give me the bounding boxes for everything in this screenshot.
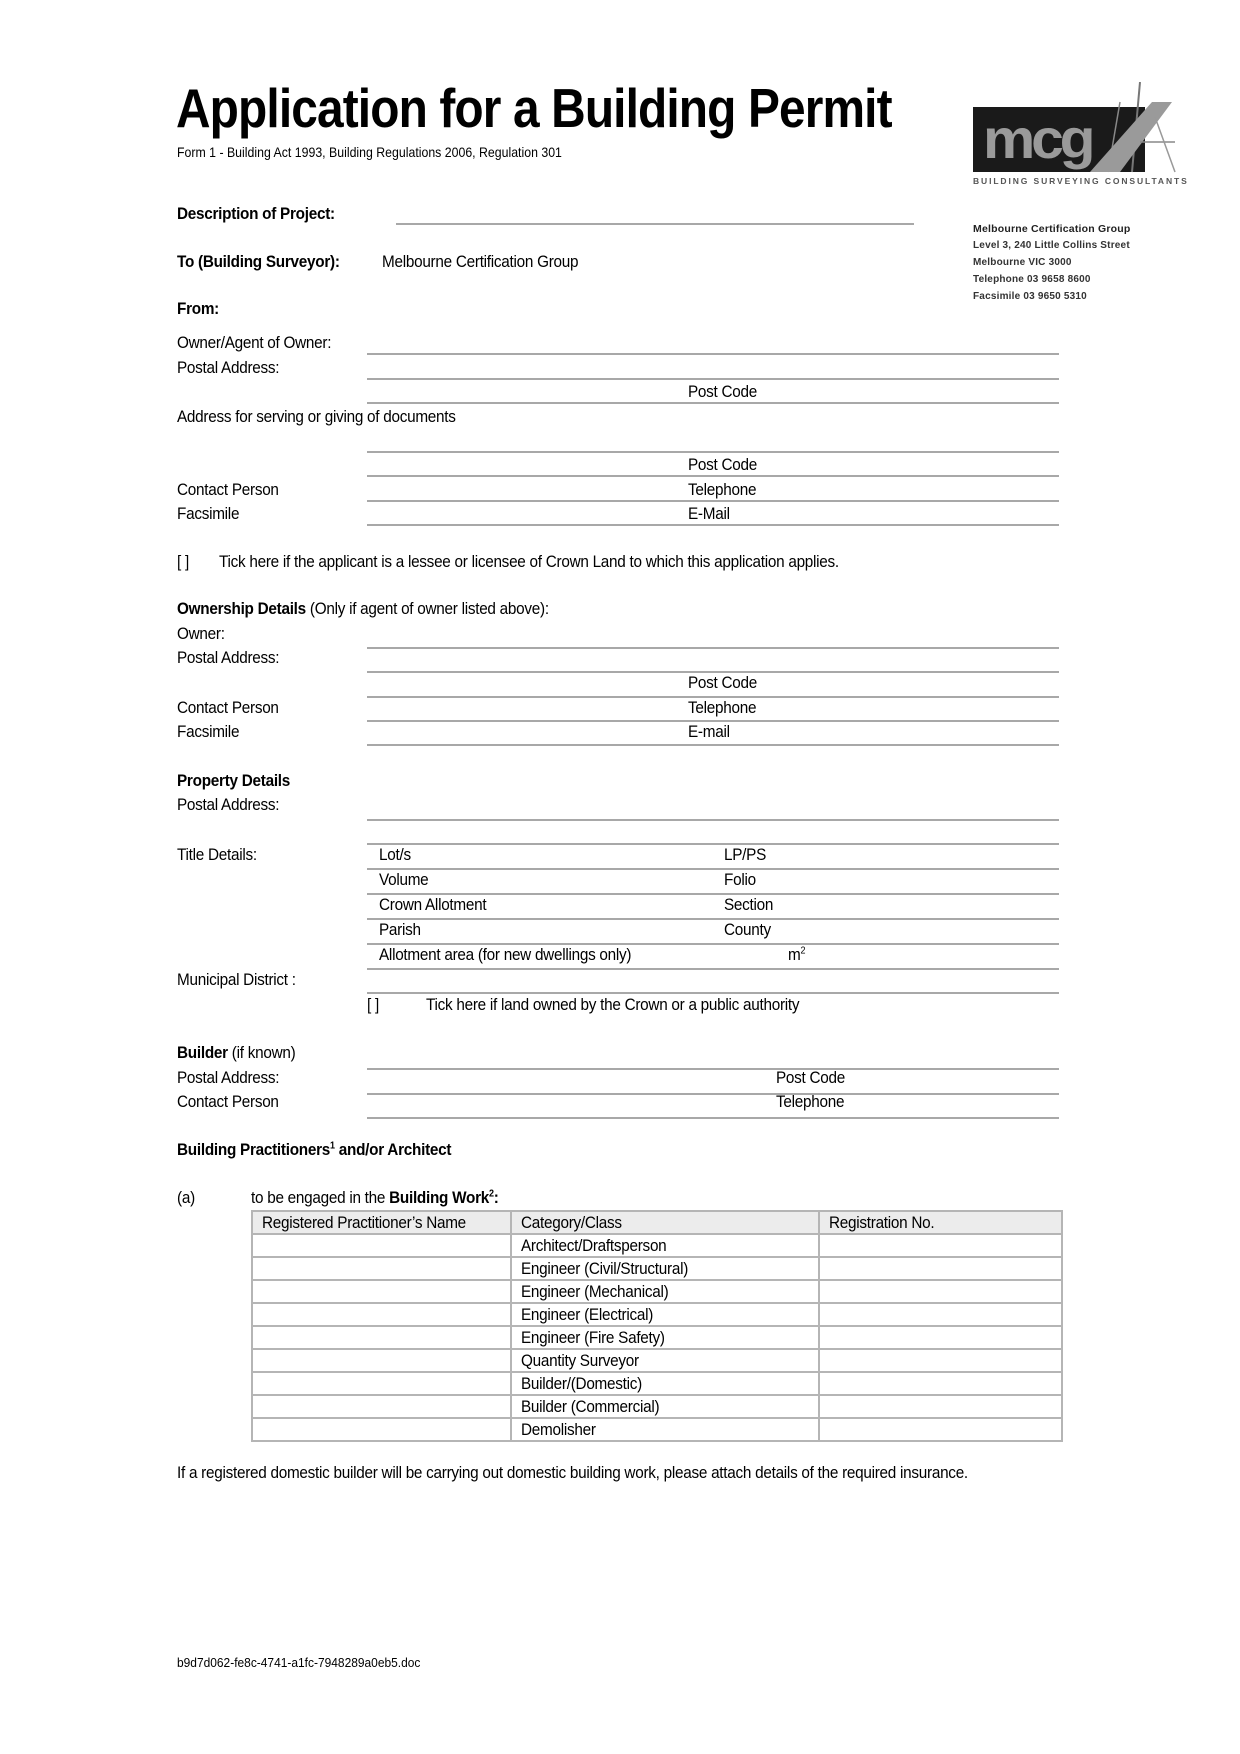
section-label: Section: [724, 895, 774, 914]
item-a-text-post: :: [493, 1188, 499, 1207]
item-a-text: [251, 1188, 499, 1208]
practitioner-name-cell[interactable]: [252, 1303, 511, 1326]
municipal-district-field[interactable]: [367, 992, 1059, 994]
table-row: [252, 1372, 1062, 1395]
volume-label: Volume: [379, 870, 429, 889]
ownership-heading-note: (Only if agent of owner listed above):: [305, 599, 549, 618]
builder-contact-field[interactable]: [367, 1117, 1059, 1119]
ownership-post-code-label: Post Code: [688, 673, 758, 692]
table-row: [252, 1349, 1062, 1372]
facsimile-email-field[interactable]: [367, 524, 1059, 526]
owner-agent-label: Owner/Agent of Owner:: [177, 333, 332, 352]
item-marker-a: (a): [177, 1188, 195, 1207]
table-row: [252, 1326, 1062, 1349]
builder-field[interactable]: [367, 1068, 1059, 1070]
ownership-facsimile-field[interactable]: [367, 744, 1059, 746]
to-label: To (Building Surveyor):: [177, 252, 340, 271]
table-header-row: [252, 1211, 1062, 1234]
post-code-field[interactable]: [367, 402, 1059, 404]
serving-post-code-field[interactable]: [367, 475, 1059, 477]
lots-label: Lot/s: [379, 845, 411, 864]
registration-cell[interactable]: [819, 1395, 1062, 1418]
category-cell: Engineer (Electrical): [511, 1303, 819, 1326]
practitioner-name-cell[interactable]: [252, 1234, 511, 1257]
building-surveyor-value: Melbourne Certification Group: [382, 252, 579, 271]
area-unit-base: m: [788, 945, 801, 964]
item-a-text-pre: to be engaged in the: [251, 1188, 390, 1207]
municipal-district-label: Municipal District :: [177, 970, 296, 989]
table-row: [252, 1395, 1062, 1418]
ownership-email-label: E-mail: [688, 722, 730, 741]
company-address-line1: Level 3, 240 Little Collins Street: [973, 240, 1130, 251]
serving-address-label: Address for serving or giving of documents: [177, 407, 456, 426]
insurance-note: If a registered domestic builder will be carrying out domestic building work, please attach details of the required insurance.: [177, 1463, 968, 1482]
registration-cell[interactable]: [819, 1372, 1062, 1395]
area-unit-sup: 2: [800, 945, 806, 957]
builder-postal-label: Postal Address:: [177, 1068, 280, 1087]
table-row: [252, 1234, 1062, 1257]
company-address-line2: Melbourne VIC 3000: [973, 257, 1072, 268]
category-cell: Architect/Draftsperson: [511, 1234, 819, 1257]
crown-allotment-label: Crown Allotment: [379, 895, 487, 914]
builder-heading: [177, 1043, 295, 1063]
column-header-name: Registered Practitioner’s Name: [252, 1211, 511, 1234]
description-field[interactable]: [396, 223, 914, 225]
category-cell: Engineer (Mechanical): [511, 1280, 819, 1303]
area-unit: [788, 945, 805, 965]
crown-land-checkbox[interactable]: [ ]: [177, 552, 189, 571]
builder-telephone-label: Telephone: [776, 1092, 845, 1111]
registration-cell[interactable]: [819, 1280, 1062, 1303]
contact-telephone-field[interactable]: [367, 500, 1059, 502]
ownership-postal-label: Postal Address:: [177, 648, 280, 667]
county-label: County: [724, 920, 771, 939]
registration-cell[interactable]: [819, 1418, 1062, 1441]
parish-label: Parish: [379, 920, 421, 939]
post-code-label: Post Code: [688, 382, 758, 401]
category-cell: Engineer (Fire Safety): [511, 1326, 819, 1349]
crown-land-text: Tick here if the applicant is a lessee or licensee of Crown Land to which this application applies.: [219, 552, 839, 571]
from-label: From:: [177, 299, 220, 318]
postal-address-field[interactable]: [367, 378, 1059, 380]
category-cell: Demolisher: [511, 1418, 819, 1441]
ownership-telephone-label: Telephone: [688, 698, 757, 717]
ownership-facsimile-label: Facsimile: [177, 722, 240, 741]
practitioners-heading: [177, 1140, 451, 1160]
practitioner-name-cell[interactable]: [252, 1257, 511, 1280]
builder-heading-note: (if known): [227, 1043, 296, 1062]
category-cell: Quantity Surveyor: [511, 1349, 819, 1372]
item-a-text-bold: Building Work: [389, 1188, 490, 1207]
logo-building-icon: [1080, 82, 1180, 177]
telephone-label: Telephone: [688, 480, 757, 499]
allotment-area-label: Allotment area (for new dwellings only): [379, 945, 632, 964]
practitioner-name-cell[interactable]: [252, 1349, 511, 1372]
practitioners-table: [251, 1210, 1063, 1442]
practitioners-heading-text: Building Practitioners: [177, 1140, 331, 1159]
crown-authority-checkbox[interactable]: [ ]: [367, 995, 379, 1014]
company-telephone: Telephone 03 9658 8600: [973, 274, 1091, 285]
ownership-heading: [177, 599, 549, 619]
postal-address-label: Postal Address:: [177, 358, 280, 377]
email-label: E-Mail: [688, 504, 730, 523]
column-header-registration: Registration No.: [819, 1211, 1062, 1234]
category-cell: Engineer (Civil/Structural): [511, 1257, 819, 1280]
practitioner-name-cell[interactable]: [252, 1372, 511, 1395]
lots-field[interactable]: [367, 868, 1059, 870]
owner-field[interactable]: [367, 647, 1059, 649]
builder-post-code-label: Post Code: [776, 1068, 846, 1087]
logo-mark: mcg: [983, 107, 1092, 170]
footnote-1-marker: 1: [330, 1140, 335, 1152]
practitioner-name-cell[interactable]: [252, 1418, 511, 1441]
logo-tagline: BUILDING SURVEYING CONSULTANTS: [973, 176, 1189, 186]
builder-contact-label: Contact Person: [177, 1092, 279, 1111]
property-heading: Property Details: [177, 771, 291, 790]
property-postal-label: Postal Address:: [177, 795, 280, 814]
property-postal-field[interactable]: [367, 819, 1059, 821]
owner-agent-field[interactable]: [367, 353, 1059, 355]
practitioner-name-cell[interactable]: [252, 1395, 511, 1418]
allotment-area-field[interactable]: [367, 968, 1059, 970]
registration-cell[interactable]: [819, 1303, 1062, 1326]
table-row: [252, 1418, 1062, 1441]
title-details-label: Title Details:: [177, 845, 257, 864]
crown-authority-text: Tick here if land owned by the Crown or a public authority: [426, 995, 800, 1014]
ownership-contact-label: Contact Person: [177, 698, 279, 717]
practitioner-name-cell[interactable]: [252, 1326, 511, 1349]
practitioner-name-cell[interactable]: [252, 1280, 511, 1303]
document-filename: b9d7d062-fe8c-4741-a1fc-7948289a0eb5.doc: [177, 1655, 421, 1670]
registration-cell[interactable]: [819, 1234, 1062, 1257]
column-header-category: Category/Class: [511, 1211, 819, 1234]
folio-label: Folio: [724, 870, 756, 889]
table-row: [252, 1303, 1062, 1326]
crown-allotment-field[interactable]: [367, 918, 1059, 920]
registration-cell[interactable]: [819, 1349, 1062, 1372]
registration-cell[interactable]: [819, 1326, 1062, 1349]
builder-heading-bold: Builder: [177, 1043, 228, 1062]
practitioners-heading-post: and/or Architect: [334, 1140, 452, 1159]
builder-postal-field[interactable]: [367, 1093, 1059, 1095]
table-row: [252, 1280, 1062, 1303]
company-name: Melbourne Certification Group: [973, 223, 1131, 235]
page-title: Application for a Building Permit: [176, 77, 892, 139]
footnote-2-marker: 2: [489, 1188, 494, 1200]
category-cell: Builder/(Domestic): [511, 1372, 819, 1395]
property-postal-field-2[interactable]: [367, 843, 1059, 845]
lpps-label: LP/PS: [724, 845, 767, 864]
contact-person-label: Contact Person: [177, 480, 279, 499]
facsimile-label: Facsimile: [177, 504, 240, 523]
serving-address-field[interactable]: [367, 451, 1059, 453]
owner-label: Owner:: [177, 624, 225, 643]
table-row: [252, 1257, 1062, 1280]
category-cell: Builder (Commercial): [511, 1395, 819, 1418]
description-label: Description of Project:: [177, 204, 335, 223]
registration-cell[interactable]: [819, 1257, 1062, 1280]
ownership-heading-bold: Ownership Details: [177, 599, 306, 618]
company-facsimile: Facsimile 03 9650 5310: [973, 291, 1087, 302]
post-code2-label: Post Code: [688, 455, 758, 474]
form-subtitle: Form 1 - Building Act 1993, Building Regulations 2006, Regulation 301: [177, 144, 562, 160]
